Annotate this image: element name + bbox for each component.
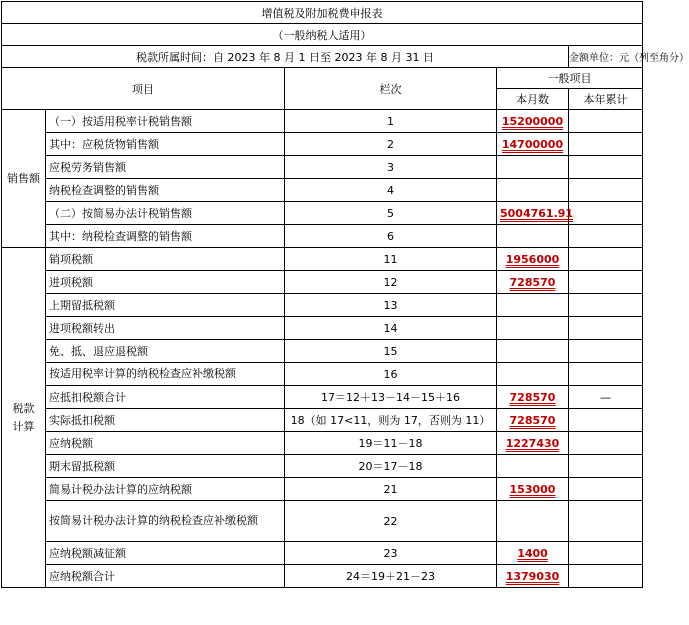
table-row [2, 501, 643, 542]
row-label: 按适用税率计算的纳税检查应补缴税额 [46, 363, 285, 386]
row-column-number: 5 [285, 202, 497, 225]
header-general-items: 一般项目 [497, 68, 643, 89]
row-column-number: 6 [285, 225, 497, 248]
section-sales: 销售额 [2, 110, 46, 248]
row-column-number: 19＝11－18 [285, 432, 497, 455]
row-column-number: 11 [285, 248, 497, 271]
row-column-number: 3 [285, 156, 497, 179]
row-column-number: 16 [285, 363, 497, 386]
row-label: 销项税额 [46, 248, 285, 271]
month-amount-cell[interactable] [497, 501, 569, 542]
table-row [2, 432, 643, 455]
row-label: 免、抵、退应退税额 [46, 340, 285, 363]
header-year-total: 本年累计 [569, 89, 643, 110]
month-amount-cell[interactable]: 1956000 [497, 248, 569, 271]
year-total-cell[interactable] [569, 432, 643, 455]
year-total-cell[interactable] [569, 455, 643, 478]
row-label: 纳税检查调整的销售额 [46, 179, 285, 202]
month-amount-cell[interactable] [497, 179, 569, 202]
table-row [2, 110, 643, 133]
table-row [2, 409, 643, 432]
row-column-number: 15 [285, 340, 497, 363]
month-amount-cell[interactable]: 14700000 [497, 133, 569, 156]
row-label: 应纳税额合计 [46, 565, 285, 588]
row-label: 进项税额转出 [46, 317, 285, 340]
vat-return-form [1, 1, 689, 588]
table-row [2, 565, 643, 588]
month-amount-cell[interactable] [497, 340, 569, 363]
table-row [2, 271, 643, 294]
table-row [2, 248, 643, 271]
row-label: 应纳税额 [46, 432, 285, 455]
month-amount-cell[interactable]: 728570 [497, 271, 569, 294]
month-amount-cell[interactable]: 728570 [497, 409, 569, 432]
row-column-number: 14 [285, 317, 497, 340]
year-total-cell[interactable] [569, 478, 643, 501]
row-column-number: 13 [285, 294, 497, 317]
month-amount-cell[interactable]: 5004761.91 [497, 202, 569, 225]
year-total-cell[interactable] [569, 225, 643, 248]
row-label: 期末留抵税额 [46, 455, 285, 478]
month-amount-cell[interactable] [497, 294, 569, 317]
month-amount-cell[interactable]: 1227430 [497, 432, 569, 455]
row-column-number: 17＝12＋13－14－15＋16 [285, 386, 497, 409]
header-item: 项目 [2, 68, 285, 110]
month-amount-cell[interactable]: 15200000 [497, 110, 569, 133]
table-row [2, 478, 643, 501]
amount-unit: 金额单位：元（列至角分） [569, 46, 643, 68]
month-amount-cell[interactable] [497, 317, 569, 340]
month-amount-cell[interactable] [497, 363, 569, 386]
year-total-cell[interactable] [569, 317, 643, 340]
year-total-cell[interactable] [569, 501, 643, 542]
table-row [2, 202, 643, 225]
table-row [2, 156, 643, 179]
row-column-number: 2 [285, 133, 497, 156]
table-row [2, 294, 643, 317]
row-label: 实际抵扣税额 [46, 409, 285, 432]
month-amount-cell[interactable] [497, 156, 569, 179]
year-total-cell[interactable] [569, 202, 643, 225]
header-month-amount: 本月数 [497, 89, 569, 110]
table-row [2, 317, 643, 340]
month-amount-cell[interactable] [497, 225, 569, 248]
row-label: （二）按简易办法计税销售额 [46, 202, 285, 225]
year-total-cell[interactable] [569, 248, 643, 271]
row-column-number: 20＝17－18 [285, 455, 497, 478]
table-row [2, 340, 643, 363]
year-total-cell[interactable] [569, 409, 643, 432]
row-label: 其中：纳税检查调整的销售额 [46, 225, 285, 248]
row-column-number: 12 [285, 271, 497, 294]
tax-period: 税款所属时间：自 2023 年 8 月 1 日至 2023 年 8 月 31 日 [2, 46, 569, 68]
form-subtitle: （一般纳税人适用） [2, 24, 643, 46]
header-column-number: 栏次 [285, 68, 497, 110]
form-title: 增值税及附加税费申报表 [2, 2, 643, 24]
section-tax-calculation: 税款计算 [2, 248, 46, 588]
row-label: 进项税额 [46, 271, 285, 294]
row-label: 其中：应税货物销售额 [46, 133, 285, 156]
row-label: 简易计税办法计算的应纳税额 [46, 478, 285, 501]
year-total-cell[interactable] [569, 156, 643, 179]
month-amount-cell[interactable] [497, 455, 569, 478]
year-total-cell[interactable]: — [569, 386, 643, 409]
year-total-cell[interactable] [569, 542, 643, 565]
month-amount-cell[interactable]: 1379030 [497, 565, 569, 588]
month-amount-cell[interactable]: 1400 [497, 542, 569, 565]
year-total-cell[interactable] [569, 363, 643, 386]
row-label: 按简易计税办法计算的纳税检查应补缴税额 [46, 501, 285, 542]
row-label: 应抵扣税额合计 [46, 386, 285, 409]
table-row [2, 179, 643, 202]
row-column-number: 22 [285, 501, 497, 542]
row-column-number: 1 [285, 110, 497, 133]
year-total-cell[interactable] [569, 179, 643, 202]
row-column-number: 21 [285, 478, 497, 501]
table-row [2, 386, 643, 409]
row-column-number: 18（如 17<11，则为 17，否则为 11） [285, 409, 497, 432]
year-total-cell[interactable] [569, 340, 643, 363]
year-total-cell[interactable] [569, 294, 643, 317]
table-row [2, 542, 643, 565]
year-total-cell[interactable] [569, 110, 643, 133]
year-total-cell[interactable] [569, 133, 643, 156]
row-column-number: 23 [285, 542, 497, 565]
row-label: 应税劳务销售额 [46, 156, 285, 179]
row-label: 上期留抵税额 [46, 294, 285, 317]
row-label: 应纳税额减征额 [46, 542, 285, 565]
row-column-number: 4 [285, 179, 497, 202]
year-total-cell[interactable] [569, 271, 643, 294]
row-column-number: 24＝19＋21－23 [285, 565, 497, 588]
table-row [2, 363, 643, 386]
row-label: （一）按适用税率计税销售额 [46, 110, 285, 133]
year-total-cell[interactable] [569, 565, 643, 588]
table-row [2, 455, 643, 478]
table-row [2, 133, 643, 156]
month-amount-cell[interactable]: 153000 [497, 478, 569, 501]
table-row [2, 225, 643, 248]
month-amount-cell[interactable]: 728570 [497, 386, 569, 409]
